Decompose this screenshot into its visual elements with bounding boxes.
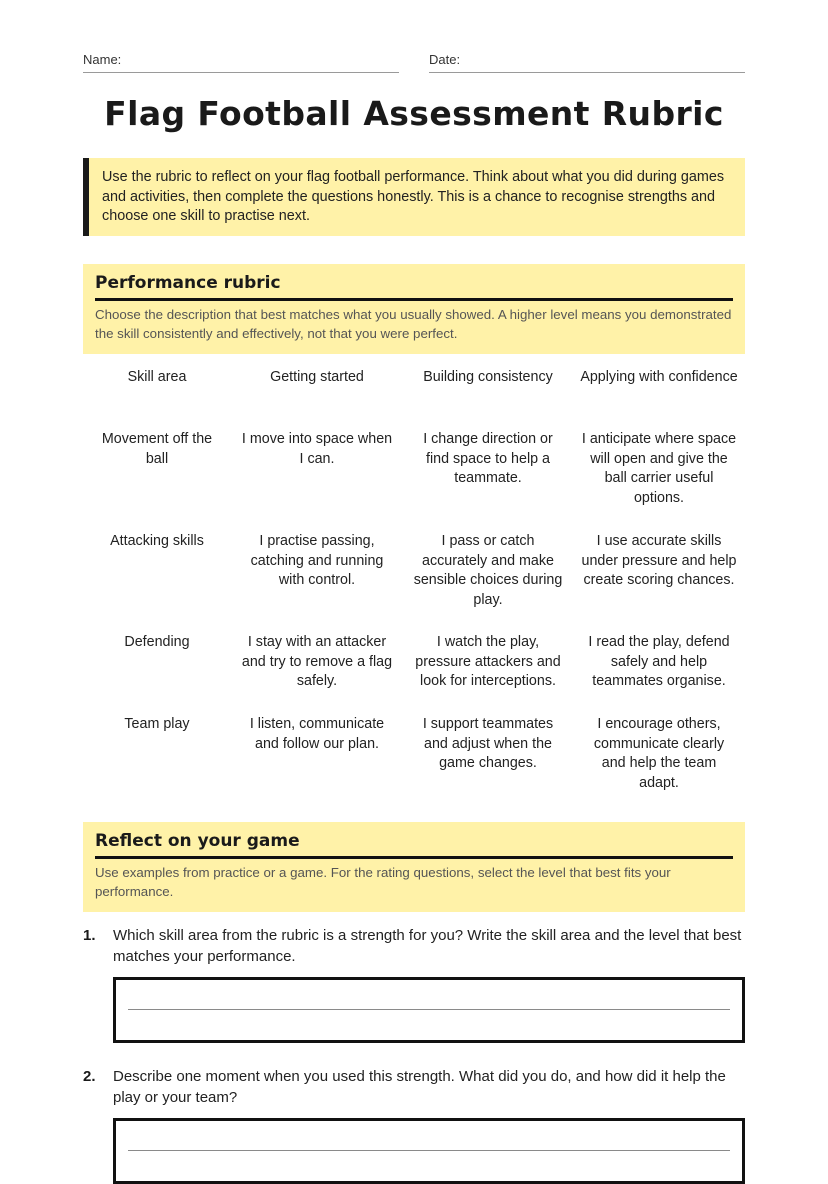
rubric-header-row (83, 366, 745, 428)
rubric-section-header (83, 264, 745, 354)
reflect-section-title: Reflect on your game (95, 831, 733, 859)
skill-area-cell: Movement off the ball (101, 431, 213, 467)
name-date-row (83, 52, 745, 73)
column-header: Applying with confidence (580, 369, 738, 385)
table-row (83, 530, 745, 631)
column-header: Skill area (127, 369, 187, 385)
rubric-cell: I practise passing, catching and running with control. (250, 533, 384, 588)
skill-area-cell: Attacking skills (110, 533, 204, 549)
date-field[interactable] (429, 52, 745, 73)
rubric-cell: I pass or catch accurately and make sensible choices during play. (413, 533, 563, 608)
rubric-cell: I anticipate where space will open and give the ball carrier useful options. (581, 431, 737, 506)
question-text: Describe one moment when you used this strength. What did you do, and how did it help the play or your team? (113, 1068, 726, 1106)
rubric-cell: I use accurate skills under pressure and help create scoring chances. (581, 533, 737, 588)
rubric-table (83, 366, 745, 803)
date-label: Date: (429, 52, 461, 67)
question-number: 2. (83, 1068, 96, 1085)
intro-callout: Use the rubric to reflect on your flag football performance. Think about what you did during games and activities, then complete the questions honestly. This is a chance to recognise strengths and choose one skill to practise next. (83, 158, 745, 236)
column-header: Getting started (270, 369, 364, 385)
rubric-cell: I watch the play, pressure attackers and look for interceptions. (415, 634, 561, 689)
rubric-cell: I support teammates and adjust when the game changes. (422, 716, 554, 771)
rubric-section-description: Choose the description that best matches what you usually showed. A higher level means you demonstrated the skill consistently and effectively, not that you were perfect. (95, 307, 732, 342)
rubric-cell: I listen, communicate and follow our plan. (249, 716, 385, 752)
writing-line (128, 1009, 730, 1010)
rubric-cell: I stay with an attacker and try to remove a flag safely. (241, 634, 393, 689)
question-number: 1. (83, 927, 96, 944)
table-row (83, 713, 745, 803)
writing-line (128, 1150, 730, 1151)
rubric-cell: I change direction or find space to help a teammate. (423, 431, 553, 486)
rubric-cell: I read the play, defend safely and help teammates organise. (588, 634, 730, 689)
rubric-cell: I encourage others, communicate clearly and help the team adapt. (593, 716, 725, 791)
reflect-section-description: Use examples from practice or a game. For the rating questions, select the level that best fits your performance. (95, 865, 671, 900)
rubric-cell: I move into space when I can. (241, 431, 393, 467)
reflect-section-header (83, 822, 745, 912)
question-text: Which skill area from the rubric is a strength for you? Write the skill area and the level that best matches your performance. (113, 927, 742, 965)
name-label: Name: (83, 52, 122, 67)
skill-area-cell: Defending (124, 634, 190, 650)
table-row (83, 631, 745, 713)
skill-area-cell: Team play (124, 716, 190, 732)
column-header: Building consistency (423, 369, 553, 385)
rubric-section-title: Performance rubric (95, 273, 733, 301)
table-row (83, 428, 745, 530)
page-title: Flag Football Assessment Rubric (104, 94, 724, 133)
name-field[interactable] (83, 52, 399, 73)
answer-box[interactable] (113, 977, 745, 1043)
answer-box[interactable] (113, 1118, 745, 1184)
